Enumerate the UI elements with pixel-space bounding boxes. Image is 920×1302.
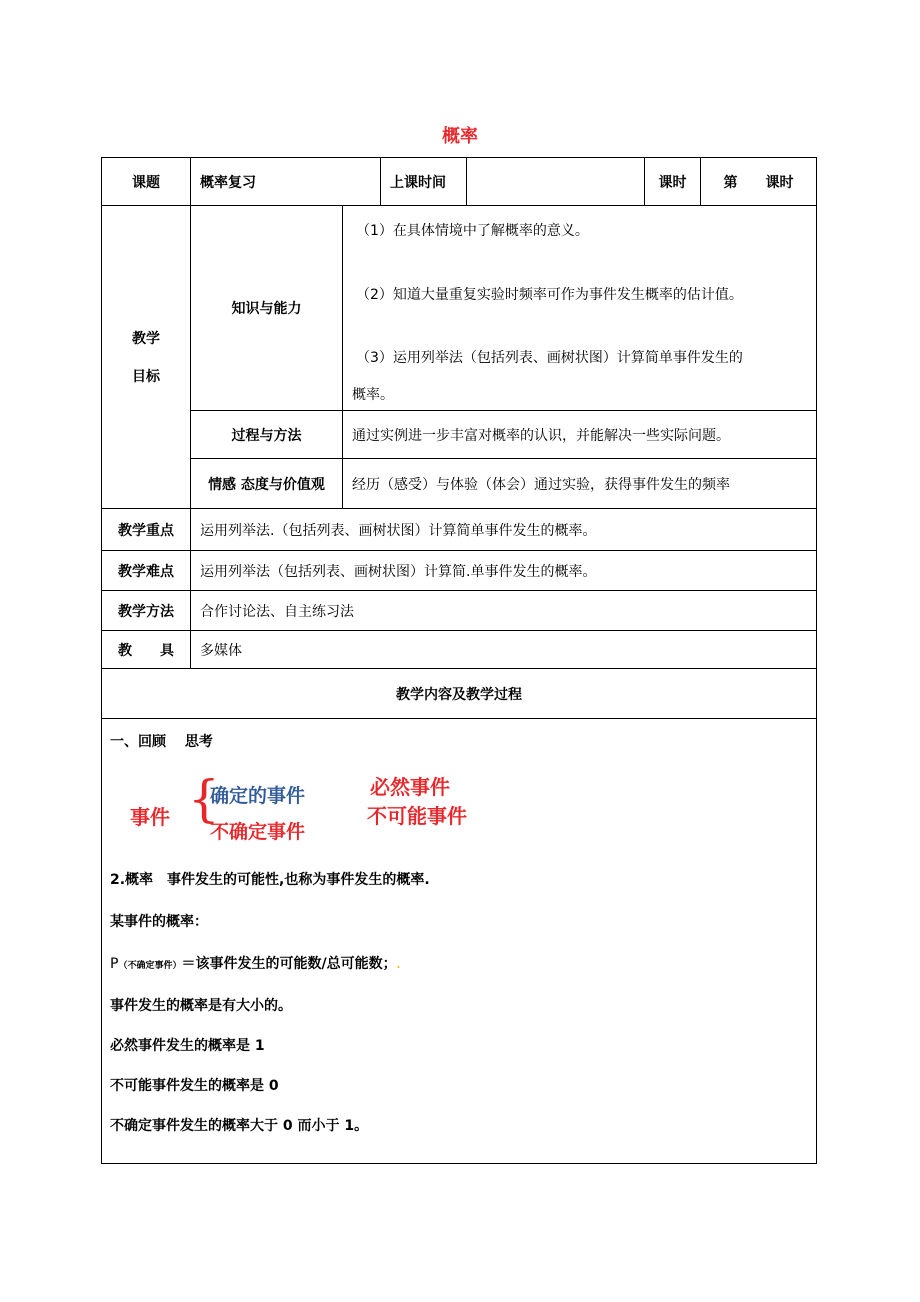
time-label: 上课时间: [381, 158, 467, 206]
method-text: 合作讨论法、自主练习法: [191, 591, 817, 631]
event-classification-diagram: [130, 771, 530, 851]
tools-row: [102, 631, 817, 669]
knowledge-cell: [343, 206, 817, 411]
goals-label-line1: 教学: [132, 331, 160, 347]
key-point-row: [102, 509, 817, 551]
review-heading: 一、回顾 思考: [110, 734, 213, 750]
knowledge-item: 概率。: [352, 387, 394, 403]
period-value: 第 课时: [701, 158, 817, 206]
difficult-point-row: [102, 551, 817, 591]
formula-subscript: （不确定事件）: [118, 961, 182, 971]
lesson-plan-table: [101, 157, 817, 1164]
determined-event-label: 确定的事件: [210, 785, 306, 807]
topic-value: 概率复习: [191, 158, 381, 206]
uncertain-probability-line: 不确定事件发生的概率大于 0 而小于 1。: [110, 1118, 369, 1134]
undetermined-event-label: 不确定事件: [210, 821, 306, 843]
emotion-label: 情感 态度与价值观: [191, 459, 343, 509]
header-row: [102, 158, 817, 206]
topic-label: 课题: [102, 158, 191, 206]
goals-label: [102, 206, 191, 509]
knowledge-item: （2）知道大量重复实验时频率可作为事件发生概率的估计值。: [356, 287, 743, 303]
certain-probability-line: 必然事件发生的概率是 1: [110, 1038, 265, 1054]
difficult-text: 运用列举法（包括列表、画树状图）计算简.单事件发生的概率。: [191, 551, 817, 591]
knowledge-item: （3）运用列举法（包括列表、画树状图）计算简单事件发生的: [356, 350, 743, 366]
content-row: [102, 719, 817, 1164]
process-label: 过程与方法: [191, 411, 343, 459]
certain-event-label: 必然事件: [370, 775, 450, 799]
content-heading: 教学内容及教学过程: [102, 669, 817, 719]
emotion-text: 经历（感受）与体验（体会）通过实验，获得事件发生的频率: [343, 459, 817, 509]
goals-knowledge-row: [102, 206, 817, 411]
process-text: 通过实例进一步丰富对概率的认识，并能解决一些实际问题。: [343, 411, 817, 459]
goals-label-line2: 目标: [132, 369, 160, 385]
method-row: [102, 591, 817, 631]
brace-icon: {: [188, 770, 220, 828]
key-label: 教学重点: [102, 509, 191, 551]
goals-emotion-row: [102, 459, 817, 509]
goals-process-row: [102, 411, 817, 459]
formula-text: ＝该事件发生的可能数/总可能数；: [181, 956, 397, 972]
tools-text: 多媒体: [191, 631, 817, 669]
formula-p: P: [110, 956, 119, 972]
period-label: 课时: [645, 158, 701, 206]
content-cell: [102, 719, 817, 1164]
difficult-label: 教学难点: [102, 551, 191, 591]
method-label: 教学方法: [102, 591, 191, 631]
knowledge-item: （1）在具体情境中了解概率的意义。: [356, 223, 589, 239]
probability-size-line: 事件发生的概率是有大小的。: [110, 998, 292, 1014]
impossible-event-label: 不可能事件: [367, 804, 467, 828]
key-text: 运用列举法.（包括列表、画树状图）计算简单事件发生的概率。: [191, 509, 817, 551]
impossible-probability-line: 不可能事件发生的概率是 0: [110, 1078, 279, 1094]
probability-definition: 2.概率 事件发生的可能性,也称为事件发生的概率.: [110, 872, 430, 888]
probability-formula: [110, 953, 400, 973]
time-value: [467, 158, 645, 206]
formula-dot: .: [396, 960, 401, 971]
document-title: 概率: [442, 126, 478, 147]
event-probability-label: 某事件的概率：: [110, 914, 208, 930]
event-root-label: 事件: [130, 805, 170, 829]
knowledge-label: 知识与能力: [191, 206, 343, 411]
content-heading-row: [102, 669, 817, 719]
tools-label: 教 具: [102, 631, 191, 669]
